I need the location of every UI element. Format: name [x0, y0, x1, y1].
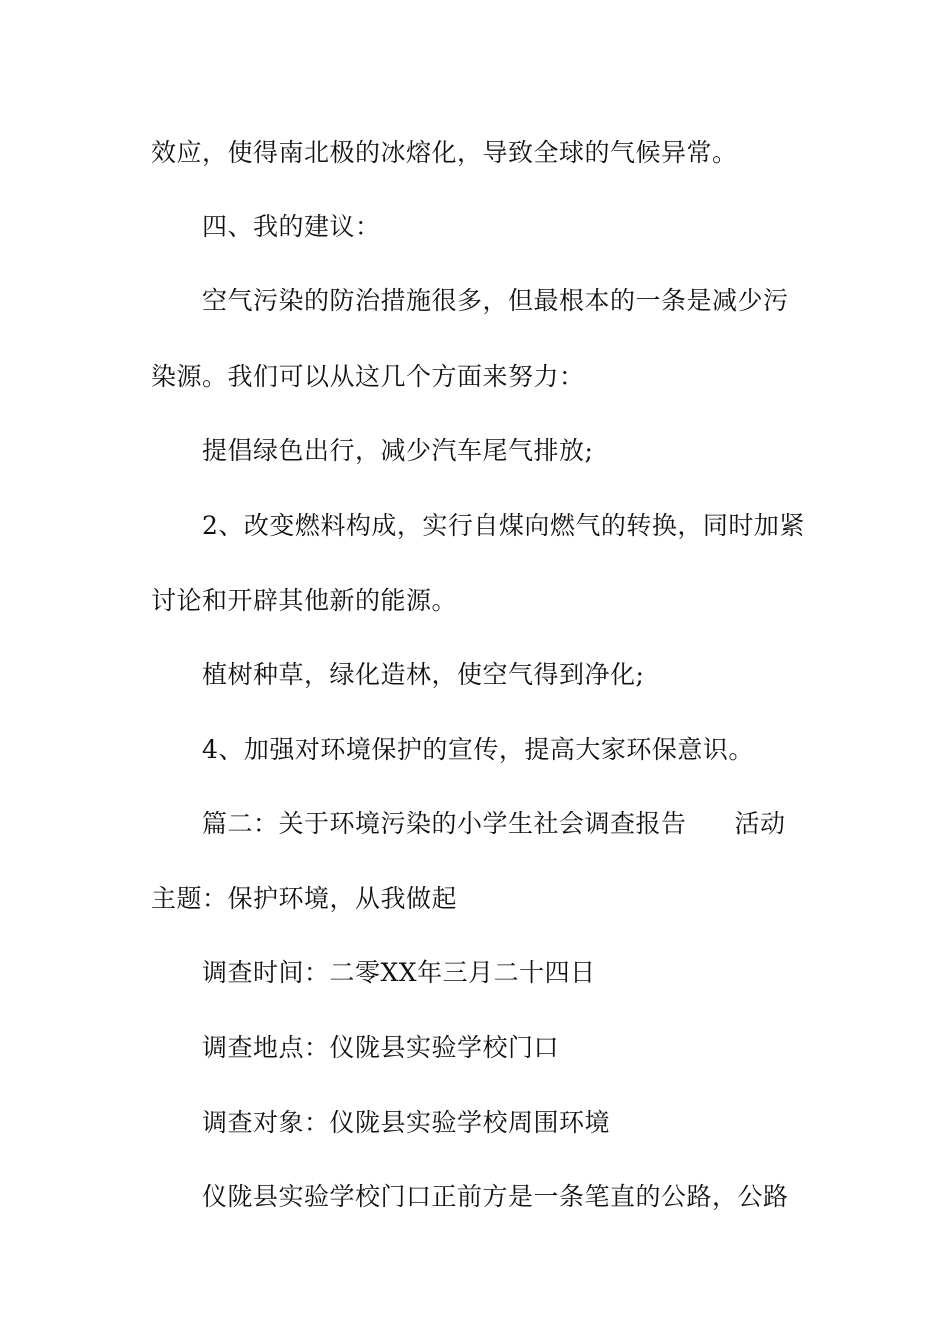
article-title-line	[202, 809, 786, 839]
article-title: 篇二：关于环境污染的小学生社会调查报告	[202, 809, 687, 838]
text-line-1: 效应，使得南北极的冰熔化，导致全球的气候异常。	[151, 138, 738, 167]
text-line-15: 仪陇县实验学校门口正前方是一条笔直的公路，公路	[202, 1182, 789, 1211]
text-line-9: 4、加强对环境保护的宣传，提高大家环保意识。	[202, 735, 754, 764]
text-line-5: 提倡绿色出行，减少汽车尾气排放;	[202, 436, 594, 465]
text-line-8: 植树种草，绿化造林，使空气得到净化;	[202, 660, 645, 689]
activity-label: 活动	[734, 809, 786, 838]
text-line-3: 空气污染的防治措施很多，但最根本的一条是减少污	[202, 286, 789, 315]
text-line-11: 主题：保护环境，从我做起	[151, 884, 458, 913]
survey-location: 调查地点：仪陇县实验学校门口	[202, 1033, 560, 1062]
survey-subject: 调查对象：仪陇县实验学校周围环境	[202, 1108, 611, 1137]
text-line-4: 染源。我们可以从这几个方面来努力：	[151, 362, 585, 391]
text-line-7: 讨论和开辟其他新的能源。	[151, 586, 458, 615]
survey-time: 调查时间：二零XX年三月二十四日	[202, 958, 596, 987]
section-heading-suggestions: 四、我的建议：	[202, 212, 381, 241]
text-line-6: 2、改变燃料构成，实行自煤向燃气的转换，同时加紧	[202, 511, 805, 540]
